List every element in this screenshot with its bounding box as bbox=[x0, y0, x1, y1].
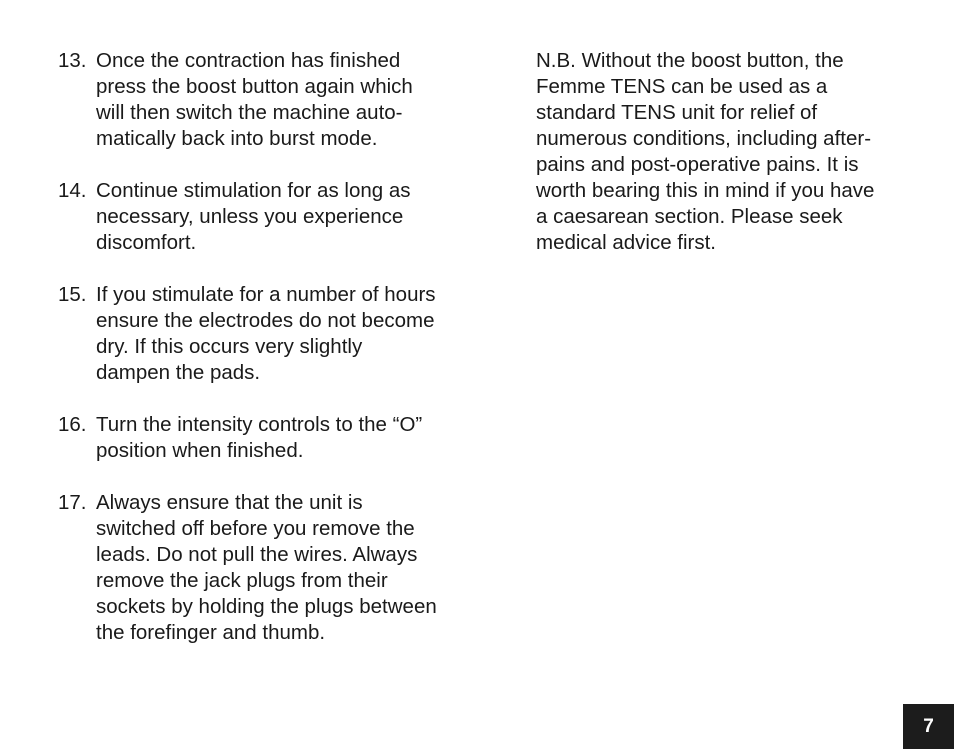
step-13 bbox=[58, 48, 478, 152]
step-15 bbox=[58, 282, 478, 386]
step-number: 15. bbox=[58, 283, 87, 306]
step-text: If you stimulate for a number of hours ensure the electrodes do not become dry. If this occurs very slightly dampen the pads. bbox=[96, 283, 436, 384]
step-number: 16. bbox=[58, 413, 87, 436]
step-17 bbox=[58, 490, 478, 646]
step-14 bbox=[58, 178, 478, 256]
step-text: Turn the intensity controls to the “O” position when finished. bbox=[96, 413, 423, 462]
step-text: Continue stimulation for as long as necessary, unless you experience discomfort. bbox=[96, 179, 411, 254]
page-number-badge bbox=[903, 704, 954, 749]
step-number: 17. bbox=[58, 491, 87, 514]
step-number: 13. bbox=[58, 49, 87, 72]
step-number: 14. bbox=[58, 179, 87, 202]
page-number: 7 bbox=[923, 715, 934, 737]
step-text: Once the contraction has finished press the boost button again which will then switch the machine auto- matically back into burst mode. bbox=[96, 49, 413, 150]
nb-note: N.B. Without the boost button, the Femme TENS can be used as a standard TENS unit for relief of numerous conditions, including after- pains and post-operative pains. It is worth bearing this in mind if you have a caesarean section. Please seek medical advice first. bbox=[536, 49, 875, 254]
step-16 bbox=[58, 412, 478, 464]
step-text: Always ensure that the unit is switched off before you remove the leads. Do not pull the wires. Always remove the jack plugs from their sockets by holding the plugs between the forefinger and thumb. bbox=[96, 491, 437, 644]
instruction-steps-column bbox=[58, 48, 478, 672]
